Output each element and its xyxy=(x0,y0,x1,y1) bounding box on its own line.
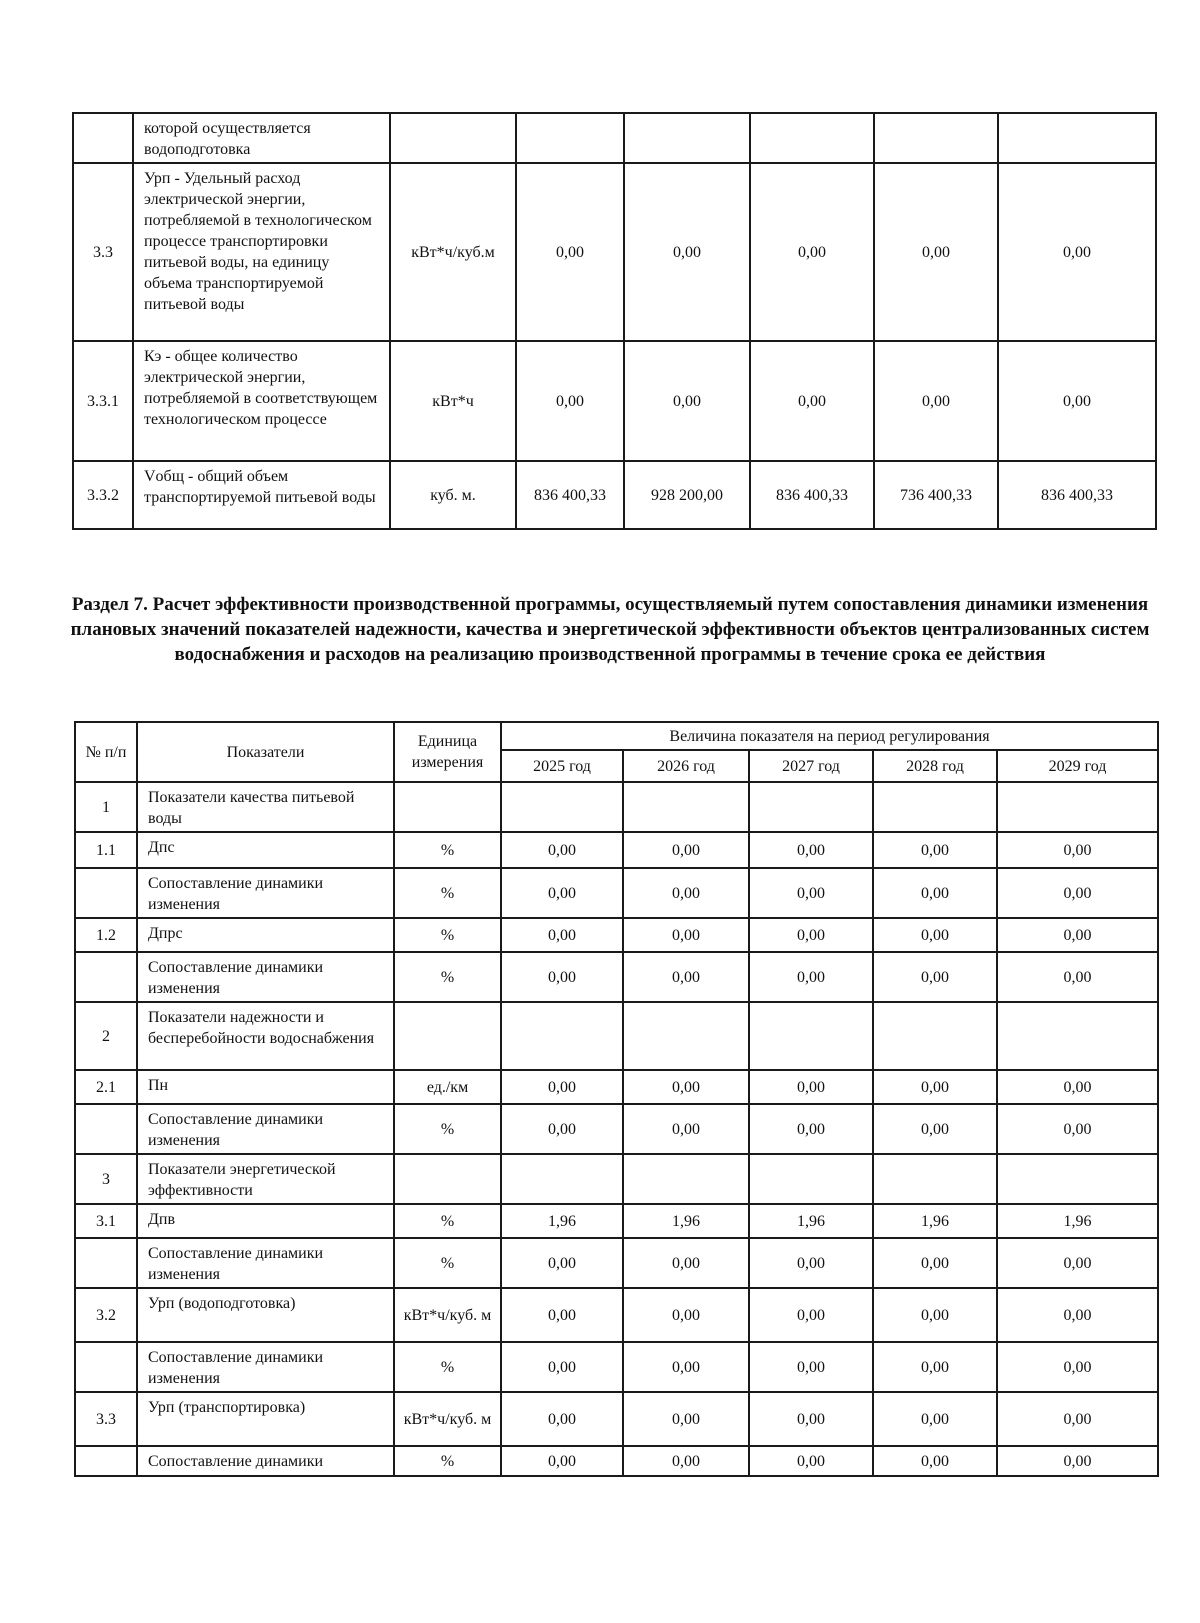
value-cell xyxy=(501,1002,623,1070)
value-cell: 0,00 xyxy=(623,952,749,1002)
table-row xyxy=(75,832,1158,868)
row-number xyxy=(75,952,137,1002)
table-row xyxy=(75,1238,1158,1288)
value-cell: 836 400,33 xyxy=(998,461,1156,529)
indicator-name: Показатели надежности и бесперебойности водоснабжения xyxy=(137,1002,394,1070)
value-cell: 0,00 xyxy=(624,163,750,341)
value-cell: 0,00 xyxy=(501,1104,623,1154)
table-row xyxy=(75,868,1158,918)
value-cell xyxy=(749,782,873,832)
value-cell: 0,00 xyxy=(501,868,623,918)
value-cell xyxy=(997,1154,1158,1204)
value-cell xyxy=(501,1154,623,1204)
row-number: 1.2 xyxy=(75,918,137,952)
col-header-period: Величина показателя на период регулирования xyxy=(501,722,1158,750)
col-header-year: 2029 год xyxy=(997,750,1158,782)
table-row xyxy=(75,1154,1158,1204)
indicator-name: которой осуществляется водоподготовка xyxy=(133,113,390,163)
value-cell: 0,00 xyxy=(873,1238,997,1288)
value-cell: 0,00 xyxy=(998,341,1156,461)
row-number: 3.3 xyxy=(75,1392,137,1446)
value-cell xyxy=(623,1002,749,1070)
value-cell: 1,96 xyxy=(873,1204,997,1238)
value-cell: 0,00 xyxy=(997,1238,1158,1288)
value-cell: 0,00 xyxy=(997,918,1158,952)
indicator-name: Сопоставление динамики изменения xyxy=(137,1104,394,1154)
col-header-year: 2026 год xyxy=(623,750,749,782)
row-number xyxy=(75,1238,137,1288)
value-cell: 0,00 xyxy=(516,341,624,461)
value-cell: 0,00 xyxy=(874,341,998,461)
value-cell: 0,00 xyxy=(997,868,1158,918)
value-cell: 0,00 xyxy=(749,1238,873,1288)
value-cell: 1,96 xyxy=(623,1204,749,1238)
indicator-name: Сопоставление динамики xyxy=(137,1446,394,1476)
unit-cell xyxy=(394,1002,501,1070)
row-number xyxy=(73,113,133,163)
row-number xyxy=(75,1104,137,1154)
value-cell: 0,00 xyxy=(623,1288,749,1342)
value-cell: 0,00 xyxy=(997,1070,1158,1104)
row-number xyxy=(75,1342,137,1392)
value-cell: 0,00 xyxy=(873,918,997,952)
value-cell xyxy=(623,1154,749,1204)
row-number: 3.1 xyxy=(75,1204,137,1238)
value-cell: 0,00 xyxy=(997,1104,1158,1154)
col-header-num: № п/п xyxy=(75,722,137,782)
table-row xyxy=(73,341,1156,461)
unit-cell: кВт*ч xyxy=(390,341,516,461)
value-cell: 0,00 xyxy=(501,1342,623,1392)
value-cell xyxy=(873,1002,997,1070)
value-cell: 0,00 xyxy=(501,1070,623,1104)
value-cell: 0,00 xyxy=(623,1392,749,1446)
value-cell: 0,00 xyxy=(749,1446,873,1476)
table-row xyxy=(73,163,1156,341)
unit-cell: % xyxy=(394,1446,501,1476)
value-cell xyxy=(749,1154,873,1204)
value-cell: 0,00 xyxy=(501,1392,623,1446)
value-cell: 0,00 xyxy=(623,1238,749,1288)
value-cell: 0,00 xyxy=(749,832,873,868)
value-cell: 0,00 xyxy=(873,1342,997,1392)
unit-cell: % xyxy=(394,1238,501,1288)
row-number: 2 xyxy=(75,1002,137,1070)
value-cell: 0,00 xyxy=(873,1392,997,1446)
value-cell xyxy=(516,113,624,163)
table-row xyxy=(75,1446,1158,1476)
value-cell: 0,00 xyxy=(750,341,874,461)
value-cell: 0,00 xyxy=(873,832,997,868)
value-cell xyxy=(623,782,749,832)
table-upper xyxy=(72,112,1157,530)
indicator-name: Урп (водоподготовка) xyxy=(137,1288,394,1342)
value-cell: 0,00 xyxy=(623,868,749,918)
value-cell: 0,00 xyxy=(749,1392,873,1446)
unit-cell: % xyxy=(394,952,501,1002)
indicator-name: Показатели энергетической эффективности xyxy=(137,1154,394,1204)
value-cell: 0,00 xyxy=(749,868,873,918)
row-number: 1 xyxy=(75,782,137,832)
value-cell: 0,00 xyxy=(874,163,998,341)
indicator-name: Урп - Удельный расход электрической энергии, потребляемой в технологическом процессе транспортировки питьевой воды, на единицу объема транспортируемой питьевой воды xyxy=(133,163,390,341)
indicator-name: Дпв xyxy=(137,1204,394,1238)
indicator-name: Показатели качества питьевой воды xyxy=(137,782,394,832)
table-row xyxy=(75,1002,1158,1070)
value-cell: 736 400,33 xyxy=(874,461,998,529)
value-cell: 0,00 xyxy=(997,1342,1158,1392)
value-cell: 0,00 xyxy=(623,1070,749,1104)
value-cell: 0,00 xyxy=(501,1238,623,1288)
value-cell: 0,00 xyxy=(501,1288,623,1342)
table-row xyxy=(75,782,1158,832)
value-cell: 0,00 xyxy=(623,1104,749,1154)
unit-cell xyxy=(390,113,516,163)
col-header-unit: Единица измерения xyxy=(394,722,501,782)
indicator-name: Сопоставление динамики изменения xyxy=(137,952,394,1002)
unit-cell: куб. м. xyxy=(390,461,516,529)
table-row xyxy=(73,461,1156,529)
value-cell: 0,00 xyxy=(998,163,1156,341)
value-cell xyxy=(998,113,1156,163)
header-row-1 xyxy=(75,722,1158,750)
value-cell: 0,00 xyxy=(516,163,624,341)
value-cell: 0,00 xyxy=(997,952,1158,1002)
value-cell: 0,00 xyxy=(873,1288,997,1342)
value-cell: 0,00 xyxy=(997,832,1158,868)
value-cell xyxy=(750,113,874,163)
unit-cell: кВт*ч/куб. м xyxy=(394,1392,501,1446)
value-cell: 0,00 xyxy=(623,1446,749,1476)
value-cell: 1,96 xyxy=(997,1204,1158,1238)
table-row xyxy=(75,1392,1158,1446)
value-cell: 0,00 xyxy=(501,918,623,952)
value-cell: 0,00 xyxy=(623,832,749,868)
table-row xyxy=(75,1288,1158,1342)
row-number: 3 xyxy=(75,1154,137,1204)
value-cell: 836 400,33 xyxy=(516,461,624,529)
unit-cell: % xyxy=(394,868,501,918)
table-row xyxy=(75,1070,1158,1104)
value-cell: 0,00 xyxy=(997,1392,1158,1446)
value-cell: 0,00 xyxy=(749,1288,873,1342)
value-cell xyxy=(501,782,623,832)
indicator-name: Сопоставление динамики изменения xyxy=(137,868,394,918)
indicator-name: Кэ - общее количество электрической энергии, потребляемой в соответствующем технологическом процессе xyxy=(133,341,390,461)
unit-cell: кВт*ч/куб.м xyxy=(390,163,516,341)
value-cell: 0,00 xyxy=(873,1070,997,1104)
value-cell: 0,00 xyxy=(873,952,997,1002)
value-cell: 0,00 xyxy=(997,1446,1158,1476)
value-cell: 0,00 xyxy=(501,952,623,1002)
table-row xyxy=(75,1104,1158,1154)
indicator-name: Дпс xyxy=(137,832,394,868)
value-cell: 0,00 xyxy=(501,832,623,868)
table-row xyxy=(75,1342,1158,1392)
table-row xyxy=(75,952,1158,1002)
table-row xyxy=(73,113,1156,163)
unit-cell: % xyxy=(394,1104,501,1154)
value-cell xyxy=(873,1154,997,1204)
value-cell: 0,00 xyxy=(873,1104,997,1154)
value-cell xyxy=(749,1002,873,1070)
value-cell xyxy=(874,113,998,163)
unit-cell xyxy=(394,782,501,832)
indicator-name: Урп (транспортировка) xyxy=(137,1392,394,1446)
unit-cell: % xyxy=(394,832,501,868)
value-cell xyxy=(997,782,1158,832)
value-cell: 0,00 xyxy=(749,1104,873,1154)
table-efficiency xyxy=(74,721,1159,1477)
indicator-name: Пн xyxy=(137,1070,394,1104)
value-cell: 1,96 xyxy=(501,1204,623,1238)
indicator-name: Сопоставление динамики изменения xyxy=(137,1238,394,1288)
value-cell: 0,00 xyxy=(749,1342,873,1392)
col-header-year: 2025 год xyxy=(501,750,623,782)
value-cell: 0,00 xyxy=(624,341,750,461)
unit-cell: % xyxy=(394,1342,501,1392)
value-cell: 1,96 xyxy=(749,1204,873,1238)
section-title: Раздел 7. Расчет эффективности производственной программы, осуществляемый путем сопоставления динамики изменения плановых значений показателей надежности, качества и энергетической эффективности объектов централизованных систем водоснабжения и расходов на реализацию производственной программы в течение срока ее действия xyxy=(70,594,1150,665)
value-cell: 0,00 xyxy=(749,952,873,1002)
unit-cell: % xyxy=(394,1204,501,1238)
table-row xyxy=(75,918,1158,952)
table-row xyxy=(75,1204,1158,1238)
row-number xyxy=(75,868,137,918)
value-cell: 0,00 xyxy=(501,1446,623,1476)
row-number: 3.3.1 xyxy=(73,341,133,461)
indicator-name: Сопоставление динамики изменения xyxy=(137,1342,394,1392)
value-cell: 0,00 xyxy=(873,1446,997,1476)
row-number xyxy=(75,1446,137,1476)
unit-cell: ед./км xyxy=(394,1070,501,1104)
value-cell: 0,00 xyxy=(623,918,749,952)
value-cell xyxy=(997,1002,1158,1070)
value-cell: 928 200,00 xyxy=(624,461,750,529)
value-cell xyxy=(873,782,997,832)
row-number: 3.3 xyxy=(73,163,133,341)
col-header-year: 2027 год xyxy=(749,750,873,782)
row-number: 2.1 xyxy=(75,1070,137,1104)
indicator-name: Vобщ - общий объем транспортируемой питьевой воды xyxy=(133,461,390,529)
value-cell: 0,00 xyxy=(750,163,874,341)
value-cell: 0,00 xyxy=(749,918,873,952)
col-header-year: 2028 год xyxy=(873,750,997,782)
unit-cell: % xyxy=(394,918,501,952)
unit-cell xyxy=(394,1154,501,1204)
indicator-name: Дпрс xyxy=(137,918,394,952)
value-cell: 836 400,33 xyxy=(750,461,874,529)
value-cell: 0,00 xyxy=(997,1288,1158,1342)
unit-cell: кВт*ч/куб. м xyxy=(394,1288,501,1342)
row-number: 3.3.2 xyxy=(73,461,133,529)
value-cell: 0,00 xyxy=(623,1342,749,1392)
col-header-indicators: Показатели xyxy=(137,722,394,782)
row-number: 1.1 xyxy=(75,832,137,868)
value-cell: 0,00 xyxy=(873,868,997,918)
value-cell: 0,00 xyxy=(749,1070,873,1104)
row-number: 3.2 xyxy=(75,1288,137,1342)
value-cell xyxy=(624,113,750,163)
